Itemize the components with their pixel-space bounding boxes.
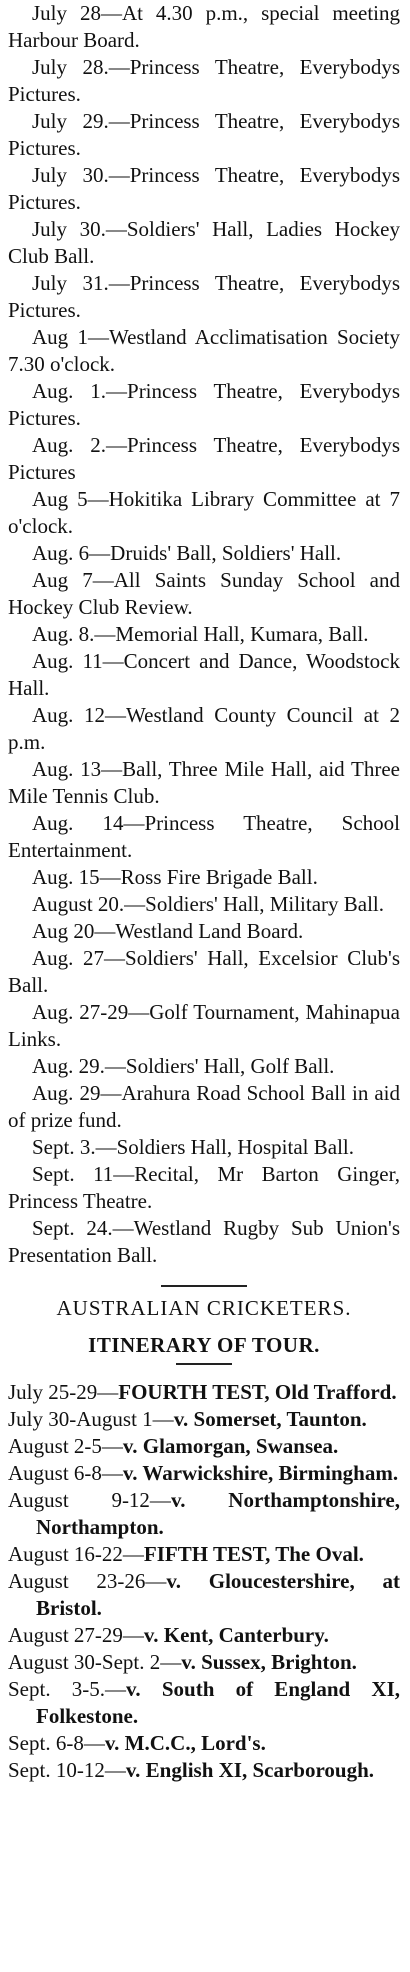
section-divider — [161, 1285, 247, 1287]
event-item: Aug. 29.—Soldiers' Hall, Golf Ball. — [32, 1054, 335, 1078]
fixture-dates: July 30-August 1— — [8, 1407, 174, 1431]
section-subheading: ITINERARY OF TOUR. — [88, 1333, 320, 1357]
fixture-item — [8, 1622, 400, 1649]
fixture-match: v. Warwickshire, Birmingham. — [122, 1461, 399, 1485]
fixture-match: v. Kent, Canterbury. — [143, 1623, 329, 1647]
fixture-item — [8, 1541, 400, 1568]
fixture-dates: Sept. 6-8— — [8, 1731, 105, 1755]
fixture-dates: Sept. 10-12— — [8, 1758, 126, 1782]
fixture-dates: Sept. 3-5.— — [8, 1677, 127, 1701]
event-item: August 20.—Soldiers' Hall, Military Ball. — [32, 892, 385, 916]
fixture-dates: August 23-26— — [8, 1569, 167, 1593]
event-item: Aug. 14—Princess Theatre, School Entertainment. — [8, 811, 400, 862]
heading-rule — [176, 1363, 232, 1365]
fixture-dates: August 27-29— — [8, 1623, 144, 1647]
fixture-match: FOURTH TEST, Old Trafford. — [118, 1380, 397, 1404]
event-item: Aug. 13—Ball, Three Mile Hall, aid Three Mile Tennis Club. — [8, 757, 400, 808]
fixture-dates: August 16-22— — [8, 1542, 144, 1566]
event-item: Aug 1—Westland Acclimatisation Society 7.30 o'clock. — [8, 325, 400, 376]
fixture-match: v. Gloucestershire, at Bristol. — [36, 1569, 400, 1620]
event-item: July 31.—Princess Theatre, Everybodys Pictures. — [8, 271, 400, 322]
event-item: Aug. 6—Druids' Ball, Soldiers' Hall. — [32, 541, 342, 565]
fixture-match: v. Glamorgan, Swansea. — [122, 1434, 339, 1458]
tour-itinerary — [8, 1379, 400, 1784]
event-item: Sept. 11—Recital, Mr Barton Ginger, Princess Theatre. — [8, 1162, 400, 1213]
fixture-item — [8, 1730, 400, 1757]
fixture-dates: August 30-Sept. 2— — [8, 1650, 182, 1674]
fixture-dates: August 9-12— — [8, 1488, 171, 1512]
fixture-dates: July 25-29— — [8, 1380, 119, 1404]
fixture-match: v. Northamptonshire, Northampton. — [36, 1488, 400, 1539]
fixture-match: v. South of England XI, Folkestone. — [36, 1677, 400, 1728]
fixture-match: v. M.C.C., Lord's. — [104, 1731, 266, 1755]
coming-events-list — [8, 0, 400, 1269]
section-heading: AUSTRALIAN CRICKETERS. — [56, 1296, 352, 1320]
event-item: July 28.—Princess Theatre, Everybodys Pictures. — [8, 55, 400, 106]
event-item: Aug. 29—Arahura Road School Ball in aid of prize fund. — [8, 1081, 400, 1132]
fixture-item — [8, 1460, 400, 1487]
fixture-item — [8, 1757, 400, 1784]
event-item: Aug. 1.—Princess Theatre, Everybodys Pictures. — [8, 379, 400, 430]
event-item: Aug. 12—Westland County Council at 2 p.m. — [8, 703, 400, 754]
event-item: Aug 20—Westland Land Board. — [32, 919, 304, 943]
event-item: Aug. 2.—Princess Theatre, Everybodys Pictures — [8, 433, 400, 484]
event-item: Sept. 24.—Westland Rugby Sub Union's Presentation Ball. — [8, 1216, 400, 1267]
event-item: July 30.—Soldiers' Hall, Ladies Hockey Club Ball. — [8, 217, 400, 268]
fixture-item — [8, 1406, 400, 1433]
event-item: Aug 7—All Saints Sunday School and Hockey Club Review. — [8, 568, 400, 619]
event-item: Aug. 15—Ross Fire Brigade Ball. — [32, 865, 318, 889]
event-item: Aug. 8.—Memorial Hall, Kumara, Ball. — [32, 622, 369, 646]
event-item: Aug. 27—Soldiers' Hall, Excelsior Club's Ball. — [8, 946, 400, 997]
event-item: Aug. 27-29—Golf Tournament, Mahinapua Links. — [8, 1000, 400, 1051]
fixture-match: v. English XI, Scarborough. — [125, 1758, 375, 1782]
fixture-match: FIFTH TEST, The Oval. — [143, 1542, 364, 1566]
fixture-match: v. Sussex, Brighton. — [181, 1650, 357, 1674]
event-item: Sept. 3.—Soldiers Hall, Hospital Ball. — [32, 1135, 354, 1159]
fixture-item — [8, 1676, 400, 1730]
event-item: July 28—At 4.30 p.m., special meeting Harbour Board. — [8, 1, 400, 52]
fixture-match: v. Somerset, Taunton. — [173, 1407, 367, 1431]
fixture-item — [8, 1568, 400, 1622]
event-item: Aug 5—Hokitika Library Committee at 7 o'clock. — [8, 487, 400, 538]
fixture-dates: August 2-5— — [8, 1434, 123, 1458]
fixture-dates: August 6-8— — [8, 1461, 123, 1485]
event-item: July 29.—Princess Theatre, Everybodys Pictures. — [8, 109, 400, 160]
event-item: Aug. 11—Concert and Dance, Woodstock Hall. — [8, 649, 400, 700]
fixture-item — [8, 1487, 400, 1541]
fixture-item — [8, 1379, 400, 1406]
event-item: July 30.—Princess Theatre, Everybodys Pictures. — [8, 163, 400, 214]
fixture-item — [8, 1433, 400, 1460]
fixture-item — [8, 1649, 400, 1676]
